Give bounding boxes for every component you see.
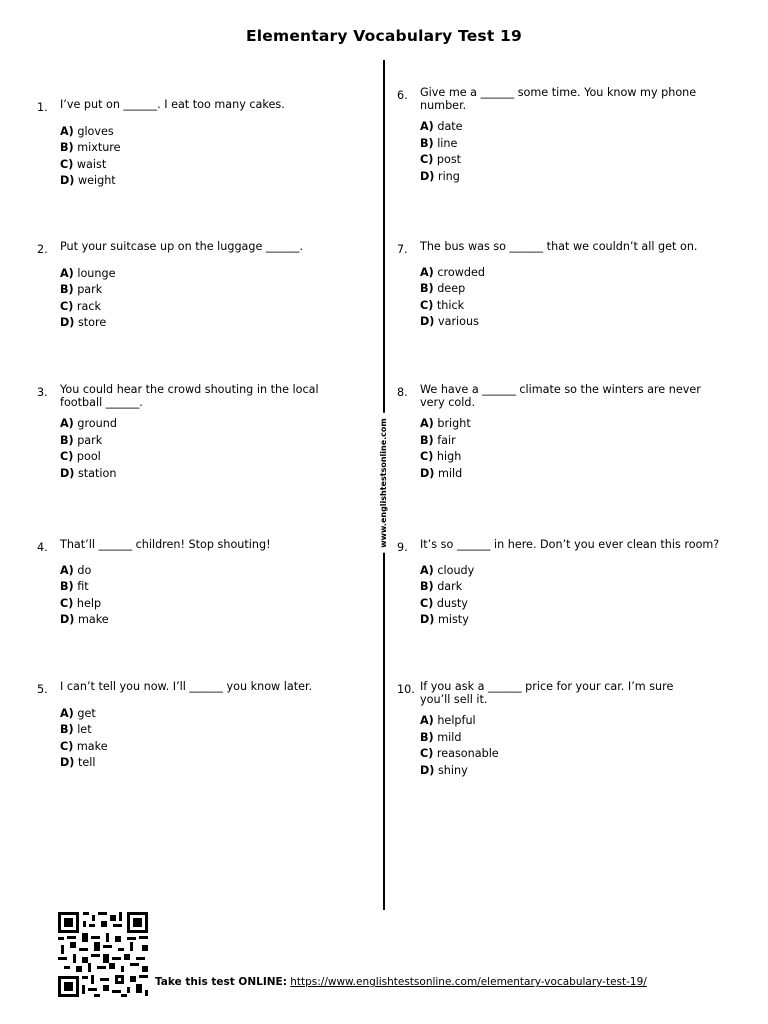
option-text: deep bbox=[437, 282, 466, 295]
option-letter: A) bbox=[60, 706, 74, 720]
option-letter: B) bbox=[60, 283, 74, 296]
question-number: 4. bbox=[37, 541, 48, 554]
question-2 bbox=[37, 241, 342, 332]
question-5 bbox=[37, 681, 342, 772]
option-d[interactable] bbox=[60, 173, 342, 190]
option-text: rack bbox=[76, 299, 101, 313]
option-text: bright bbox=[437, 417, 471, 430]
option-letter: B) bbox=[60, 141, 74, 154]
option-letter: D) bbox=[420, 466, 435, 480]
option-text: crowded bbox=[437, 265, 485, 279]
question-text: If you ask a ______ price for your car. I’m sure you’ll sell it. bbox=[420, 680, 674, 706]
question-number: 7. bbox=[397, 243, 408, 256]
option-text: let bbox=[77, 723, 92, 736]
option-letter: D) bbox=[420, 315, 435, 328]
question-number: 10. bbox=[397, 683, 415, 696]
question-text: The bus was so ______ that we couldn’t all get on. bbox=[420, 240, 698, 253]
option-letter: D) bbox=[60, 174, 75, 187]
qr-code bbox=[58, 912, 148, 997]
option-a[interactable] bbox=[420, 713, 702, 730]
option-text: lounge bbox=[77, 266, 116, 280]
answer-options bbox=[60, 563, 342, 629]
option-d[interactable] bbox=[60, 755, 342, 772]
option-text: cloudy bbox=[437, 563, 475, 577]
answer-options bbox=[420, 713, 702, 779]
option-letter: D) bbox=[60, 466, 75, 480]
question-number: 3. bbox=[37, 386, 48, 399]
option-letter: B) bbox=[420, 282, 434, 295]
option-text: line bbox=[437, 136, 458, 150]
option-text: mild bbox=[437, 730, 462, 744]
option-text: mild bbox=[437, 466, 463, 480]
option-text: waist bbox=[76, 157, 107, 171]
option-text: various bbox=[437, 315, 479, 328]
test-online-link[interactable]: https://www.englishtestsonline.com/elementary-vocabulary-test-19/ bbox=[290, 976, 647, 988]
option-a[interactable] bbox=[420, 563, 740, 580]
option-letter: B) bbox=[420, 730, 434, 744]
option-letter: A) bbox=[60, 266, 74, 280]
question-number: 8. bbox=[397, 386, 408, 399]
option-letter: B) bbox=[420, 136, 434, 150]
option-letter: A) bbox=[420, 563, 434, 577]
option-b[interactable] bbox=[60, 722, 342, 739]
option-a[interactable] bbox=[60, 416, 342, 433]
answer-options bbox=[420, 265, 702, 331]
option-letter: A) bbox=[420, 417, 434, 430]
option-c[interactable] bbox=[420, 746, 702, 763]
question-text: It’s so ______ in here. Don’t you ever clean this room? bbox=[420, 538, 720, 551]
option-text: weight bbox=[77, 174, 116, 187]
option-text: ground bbox=[77, 417, 117, 430]
option-letter: D) bbox=[60, 756, 75, 769]
option-text: station bbox=[77, 466, 117, 480]
option-text: shiny bbox=[437, 763, 468, 777]
option-text: park bbox=[77, 433, 103, 447]
question-9 bbox=[397, 539, 740, 629]
option-text: dark bbox=[437, 580, 463, 593]
question-10 bbox=[397, 681, 702, 779]
option-letter: C) bbox=[60, 596, 74, 610]
option-c[interactable] bbox=[420, 298, 702, 315]
option-a[interactable] bbox=[60, 266, 342, 283]
option-text: misty bbox=[437, 613, 469, 626]
option-letter: B) bbox=[60, 580, 74, 593]
option-letter: B) bbox=[60, 723, 74, 736]
option-letter: D) bbox=[60, 316, 75, 329]
option-c[interactable] bbox=[60, 449, 342, 466]
question-text: Put your suitcase up on the luggage ______. bbox=[60, 240, 304, 253]
option-letter: B) bbox=[60, 433, 74, 447]
question-3 bbox=[37, 384, 342, 482]
option-text: fair bbox=[437, 433, 456, 447]
side-watermark-url: www.englishtestsonline.com bbox=[379, 413, 389, 553]
option-d[interactable] bbox=[60, 612, 342, 629]
question-number: 5. bbox=[37, 683, 48, 696]
option-b[interactable] bbox=[420, 433, 702, 450]
question-1 bbox=[37, 99, 342, 190]
option-b[interactable] bbox=[60, 140, 342, 157]
option-b[interactable] bbox=[420, 730, 702, 747]
question-text: That’ll ______ children! Stop shouting! bbox=[60, 538, 271, 551]
option-text: tell bbox=[77, 756, 96, 769]
option-letter: A) bbox=[60, 124, 74, 138]
option-text: ring bbox=[437, 169, 460, 183]
option-text: date bbox=[437, 120, 463, 133]
option-letter: D) bbox=[60, 613, 75, 626]
option-b[interactable] bbox=[420, 281, 702, 298]
option-letter: C) bbox=[420, 153, 434, 166]
option-letter: C) bbox=[60, 450, 74, 463]
question-number: 6. bbox=[397, 89, 408, 102]
option-d[interactable] bbox=[420, 314, 702, 331]
option-text: store bbox=[77, 316, 107, 329]
option-text: get bbox=[77, 706, 96, 720]
option-b[interactable] bbox=[60, 282, 342, 299]
option-c[interactable] bbox=[420, 449, 702, 466]
option-b[interactable] bbox=[60, 433, 342, 450]
option-a[interactable] bbox=[60, 706, 342, 723]
option-text: park bbox=[77, 283, 103, 296]
question-text: We have a ______ climate so the winters are never very cold. bbox=[420, 383, 701, 409]
option-c[interactable] bbox=[60, 739, 342, 756]
option-b[interactable] bbox=[420, 136, 702, 153]
option-a[interactable] bbox=[60, 563, 342, 580]
answer-options bbox=[60, 266, 342, 332]
footer-label: Take this test ONLINE: bbox=[155, 976, 287, 988]
option-letter: C) bbox=[420, 596, 434, 610]
option-letter: C) bbox=[420, 450, 434, 463]
option-text: gloves bbox=[77, 124, 114, 138]
question-text: You could hear the crowd shouting in the local football ______. bbox=[60, 383, 319, 409]
question-number: 9. bbox=[397, 541, 408, 554]
option-c[interactable] bbox=[60, 299, 342, 316]
option-letter: C) bbox=[420, 747, 434, 760]
option-d[interactable] bbox=[420, 612, 740, 629]
answer-options bbox=[420, 416, 702, 482]
option-text: fit bbox=[77, 580, 89, 593]
option-text: do bbox=[77, 563, 92, 577]
option-letter: C) bbox=[60, 157, 74, 171]
question-text: Give me a ______ some time. You know my phone number. bbox=[420, 86, 697, 112]
option-d[interactable] bbox=[420, 466, 702, 483]
option-c[interactable] bbox=[420, 596, 740, 613]
question-4 bbox=[37, 539, 342, 629]
question-number: 2. bbox=[37, 243, 48, 256]
option-c[interactable] bbox=[60, 157, 342, 174]
option-letter: A) bbox=[60, 417, 74, 430]
question-text: I’ve put on ______. I eat too many cakes. bbox=[60, 98, 285, 111]
option-letter: D) bbox=[420, 763, 435, 777]
answer-options bbox=[420, 119, 702, 185]
option-letter: B) bbox=[420, 580, 434, 593]
option-text: high bbox=[436, 450, 462, 463]
option-d[interactable] bbox=[420, 763, 702, 780]
option-c[interactable] bbox=[420, 152, 702, 169]
option-d[interactable] bbox=[60, 315, 342, 332]
option-letter: C) bbox=[420, 298, 434, 312]
footer bbox=[155, 976, 647, 988]
page-title: Elementary Vocabulary Test 19 bbox=[245, 27, 523, 45]
option-text: pool bbox=[76, 450, 101, 463]
option-b[interactable] bbox=[60, 579, 342, 596]
option-letter: D) bbox=[420, 169, 435, 183]
question-text: I can’t tell you now. I’ll ______ you know later. bbox=[60, 680, 313, 693]
option-a[interactable] bbox=[420, 119, 702, 136]
option-letter: B) bbox=[420, 433, 434, 447]
question-number: 1. bbox=[37, 101, 48, 114]
option-text: reasonable bbox=[436, 747, 499, 760]
option-letter: C) bbox=[60, 299, 74, 313]
option-a[interactable] bbox=[60, 124, 342, 141]
option-d[interactable] bbox=[420, 169, 702, 186]
option-letter: A) bbox=[420, 120, 434, 133]
option-d[interactable] bbox=[60, 466, 342, 483]
answer-options bbox=[420, 563, 740, 629]
option-letter: A) bbox=[420, 714, 434, 727]
option-text: make bbox=[77, 613, 109, 626]
question-7 bbox=[397, 241, 702, 331]
answer-options bbox=[60, 416, 342, 482]
option-text: help bbox=[76, 596, 102, 610]
option-letter: D) bbox=[420, 613, 435, 626]
option-c[interactable] bbox=[60, 596, 342, 613]
option-text: helpful bbox=[437, 714, 476, 727]
option-letter: C) bbox=[60, 739, 74, 753]
question-6 bbox=[397, 87, 702, 185]
option-text: thick bbox=[436, 298, 465, 312]
option-a[interactable] bbox=[420, 416, 702, 433]
option-text: mixture bbox=[77, 141, 121, 154]
answer-options bbox=[60, 706, 342, 772]
option-text: make bbox=[76, 739, 108, 753]
option-text: dusty bbox=[436, 596, 468, 610]
answer-options bbox=[60, 124, 342, 190]
question-8 bbox=[397, 384, 702, 482]
option-b[interactable] bbox=[420, 579, 740, 596]
option-a[interactable] bbox=[420, 265, 702, 282]
option-letter: A) bbox=[60, 563, 74, 577]
option-letter: A) bbox=[420, 265, 434, 279]
option-text: post bbox=[436, 153, 462, 166]
